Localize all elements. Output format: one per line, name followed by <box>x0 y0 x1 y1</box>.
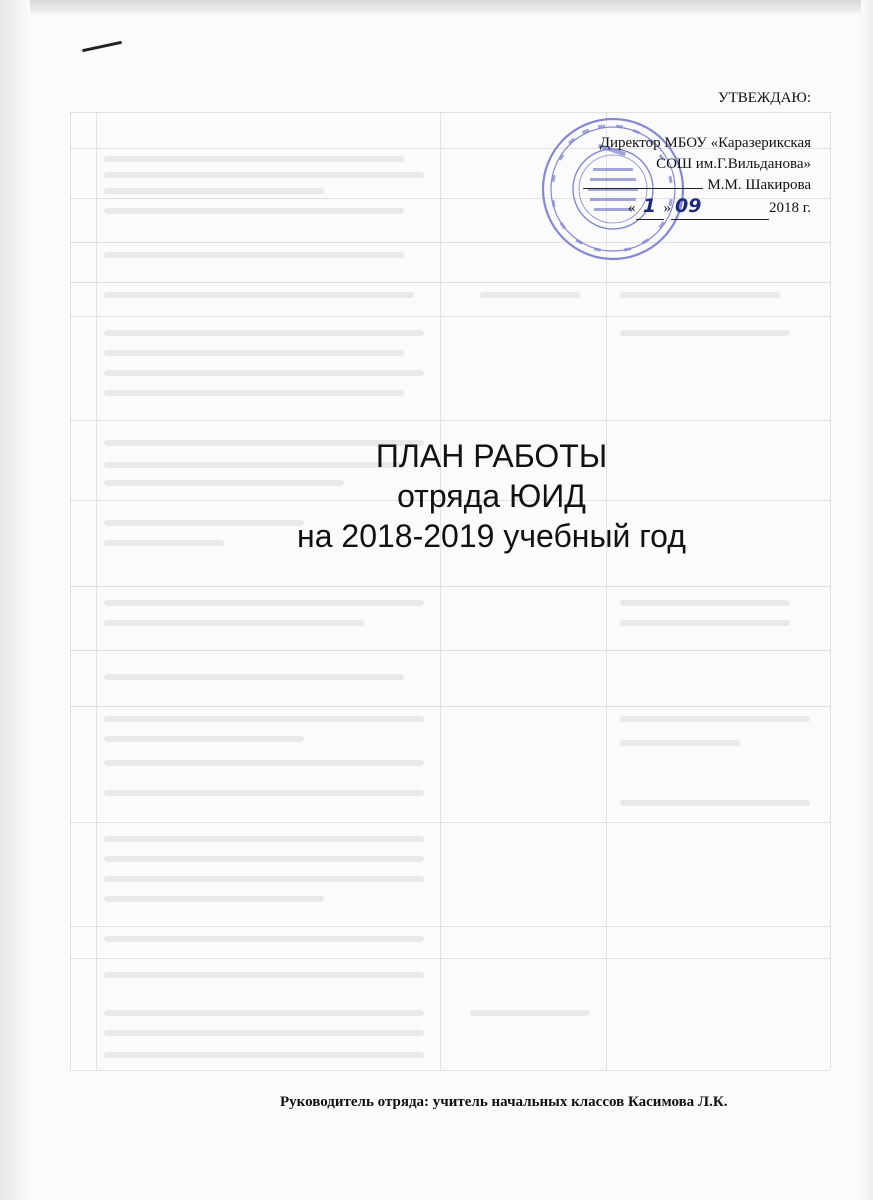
date-month: 09 <box>675 195 702 217</box>
date-close-quote: » <box>663 200 672 216</box>
title-line-plan: ПЛАН РАБОТЫ <box>375 438 608 474</box>
director-position-line1: Директор МБОУ «Каразерикская <box>599 135 811 151</box>
director-position-line2: СОШ им.Г.Вильданова» <box>656 156 811 172</box>
scan-edge-top <box>0 0 873 14</box>
scan-mark <box>82 41 122 52</box>
approval-title: УТВЕЖДАЮ: <box>717 90 811 106</box>
date-day-blank <box>636 196 664 220</box>
approval-block <box>511 88 811 220</box>
date-month-blank <box>671 196 769 220</box>
unit-leader: Руководитель отряда: учитель начальных классов Касимова Л.К. <box>280 1094 728 1110</box>
director-name: М.М. Шакирова <box>707 177 811 193</box>
scan-edge-right <box>861 0 873 1200</box>
title-line-unit: отряда ЮИД <box>397 478 586 514</box>
approval-date <box>511 196 811 220</box>
date-day: 1 <box>642 195 657 217</box>
date-open-quote: « <box>628 200 636 216</box>
scan-edge-left <box>0 0 30 1200</box>
title-line-year: на 2018-2019 учебный год <box>297 518 686 554</box>
signature-blank <box>583 188 703 189</box>
document-title <box>0 436 873 556</box>
director-signature-line <box>511 175 811 196</box>
date-year: 2018 г. <box>769 200 811 216</box>
